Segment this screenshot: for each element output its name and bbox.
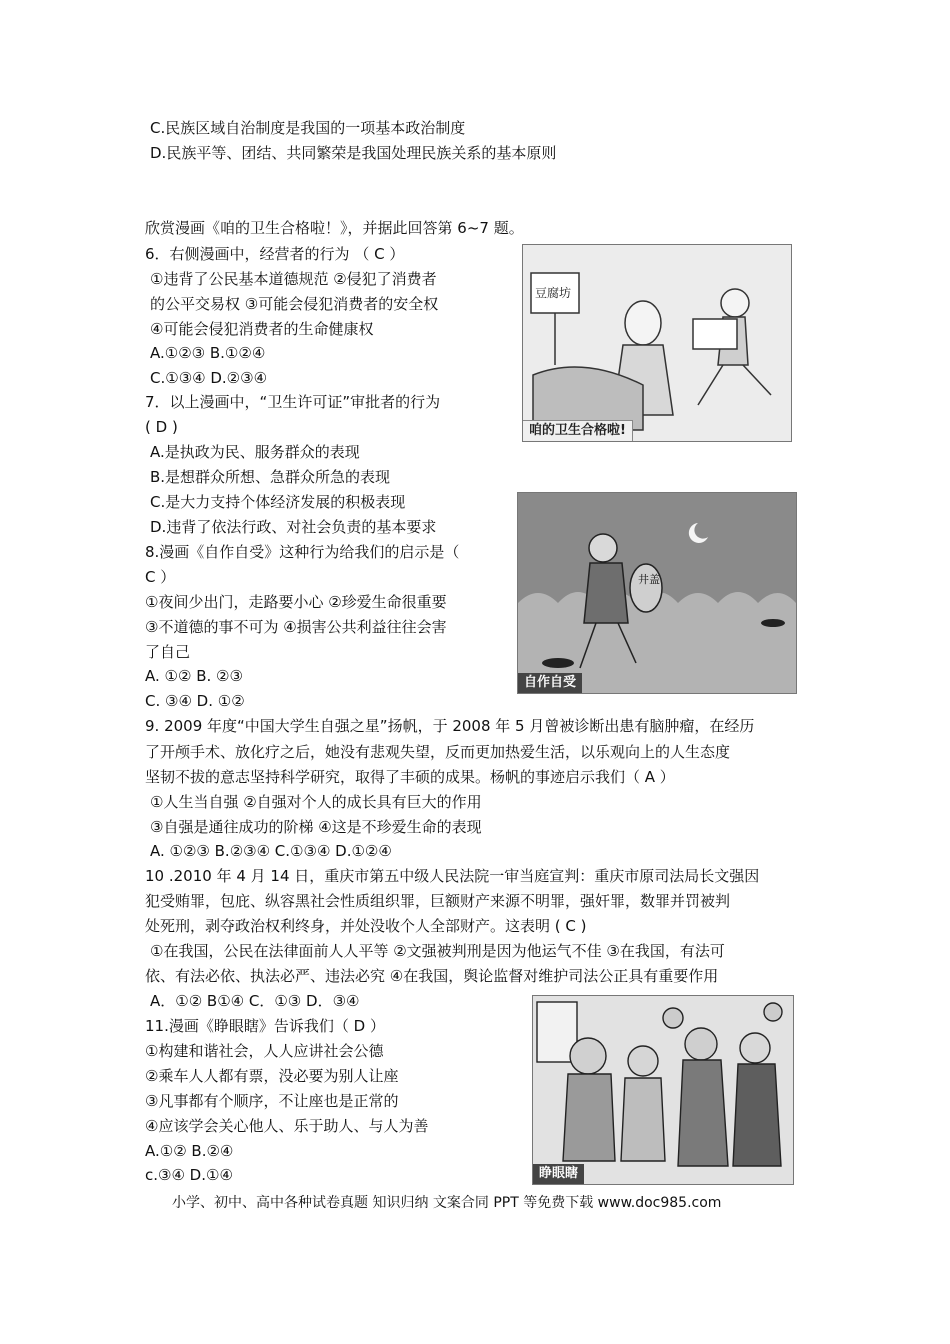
- q6-options-ab: A.①②③ B.①②④: [150, 344, 266, 362]
- q11-options-ab: A.①② B.②④: [145, 1142, 234, 1160]
- q11-options-cd: c.③④ D.①④: [145, 1166, 233, 1184]
- cartoon-blind-eye: [532, 995, 794, 1185]
- cartoon-self-inflicted-caption: 自作自受: [518, 673, 582, 693]
- q6-choices-line3: ④可能会侵犯消费者的生命健康权: [150, 320, 374, 338]
- option-d-line: D.民族平等、团结、共同繁荣是我国处理民族关系的基本原则: [150, 144, 557, 162]
- cartoon-hygiene-sign: 豆腐坊: [535, 286, 572, 300]
- q9-choices-line2: ③自强是通往成功的阶梯 ④这是不珍爱生命的表现: [150, 818, 482, 836]
- question-8: 8.漫画《自作自受》这种行为给我们的启示是（: [145, 543, 460, 561]
- q7-option-b: B.是想群众所想、急群众所急的表现: [150, 468, 391, 486]
- q6-choices-line1: ①违背了公民基本道德规范 ②侵犯了消费者: [150, 270, 437, 288]
- cartoon-hygiene-art: [523, 245, 791, 441]
- question-10-line2: 犯受贿罪，包庇、纵容黑社会性质组织罪，巨额财产来源不明罪，强奸罪，数罪并罚被判: [145, 892, 731, 910]
- q7-option-a: A.是执政为民、服务群众的表现: [150, 443, 360, 461]
- question-11: 11.漫画《睁眼瞎》告诉我们（ D ）: [145, 1017, 385, 1035]
- q7-answer: ( D ): [145, 418, 178, 436]
- question-6: 6．右侧漫画中，经营者的行为 （ C ）: [145, 245, 405, 263]
- page-footer: 小学、初中、高中各种试卷真题 知识归纳 文案合同 PPT 等免费下载 www.doc985.com: [172, 1195, 722, 1211]
- question-9-line3: 坚韧不拔的意志坚持科学研究，取得了丰硕的成果。杨帆的事迹启示我们（ A ）: [145, 768, 675, 786]
- q9-choices-line1: ①人生当自强 ②自强对个人的成长具有巨大的作用: [150, 793, 482, 811]
- cartoon-blind-eye-caption: 睁眼瞎: [533, 1164, 584, 1184]
- option-c-line: C.民族区域自治制度是我国的一项基本政治制度: [150, 119, 466, 137]
- q11-choice-1: ①构建和谐社会，人人应讲社会公德: [145, 1042, 384, 1060]
- question-9-line1: 9. 2009 年度“中国大学生自强之星”扬帆，于 2008 年 5 月曾被诊断出患有脑肿瘤，在经历: [145, 717, 755, 735]
- cartoon-blind-eye-art: [533, 996, 793, 1184]
- q11-choice-4: ④应该学会关心他人、乐于助人、与人为善: [145, 1117, 429, 1135]
- q10-choices-line1: ①在我国，公民在法律面前人人平等 ②文强被判刑是因为他运气不佳 ③在我国，有法可: [150, 942, 725, 960]
- cartoon-self-inflicted-art: [518, 493, 796, 693]
- q9-options: A. ①②③ B.②③④ C.①③④ D.①②④: [150, 842, 392, 860]
- q8-answer: C ）: [145, 568, 176, 586]
- q10-options: A．①② B①④ C．①③ D．③④: [150, 992, 360, 1010]
- cartoon-hygiene-caption: 咱的卫生合格啦!: [523, 420, 633, 441]
- cartoon-manhole-label: 井盖: [638, 573, 660, 586]
- q11-choice-2: ②乘车人人都有票，没必要为别人让座: [145, 1067, 399, 1085]
- q6-choices-line2: 的公平交易权 ③可能会侵犯消费者的安全权: [150, 295, 439, 313]
- q8-choices-line2: ③不道德的事不可为 ④损害公共利益往往会害: [145, 618, 447, 636]
- q7-option-d: D.违背了依法行政、对社会负责的基本要求: [150, 518, 437, 536]
- q8-choices-line1: ①夜间少出门，走路要小心 ②珍爱生命很重要: [145, 593, 447, 611]
- cartoon-self-inflicted: [517, 492, 797, 694]
- q8-options-ab: A. ①② B. ②③: [145, 667, 243, 685]
- question-9-line2: 了开颅手术、放化疗之后，她没有悲观失望，反而更加热爱生活，以乐观向上的人生态度: [145, 743, 731, 761]
- question-10-line1: 10 .2010 年 4 月 14 日，重庆市第五中级人民法院一审当庭宣判：重庆市原司法局长文强因: [145, 867, 760, 885]
- q10-choices-line2: 依、有法必依、执法必严、违法必究 ④在我国，舆论监督对维护司法公正具有重要作用: [145, 967, 719, 985]
- question-10-line3: 处死刑，剥夺政治权利终身，并处没收个人全部财产。这表明 ( C ): [145, 917, 587, 935]
- section-intro: 欣赏漫画《咱的卫生合格啦！》，并据此回答第 6~7 题。: [145, 219, 524, 237]
- q8-choices-line3: 了自己: [145, 643, 191, 661]
- cartoon-hygiene: [522, 244, 792, 442]
- q7-option-c: C.是大力支持个体经济发展的积极表现: [150, 493, 406, 511]
- q6-options-cd: C.①③④ D.②③④: [150, 369, 268, 387]
- q11-choice-3: ③凡事都有个顺序，不让座也是正常的: [145, 1092, 399, 1110]
- question-7: 7．以上漫画中，“卫生许可证”审批者的行为: [145, 393, 441, 411]
- q8-options-cd: C. ③④ D. ①②: [145, 692, 245, 710]
